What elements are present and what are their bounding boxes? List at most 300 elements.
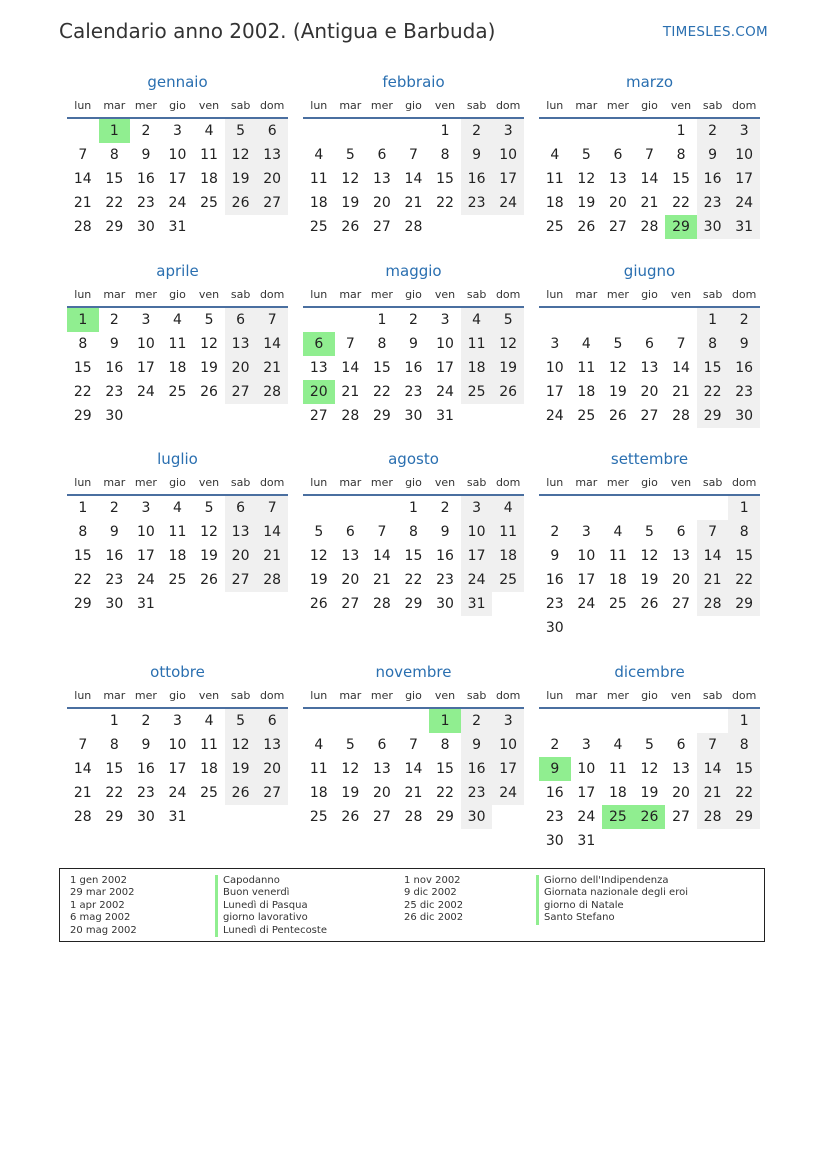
month-name: novembre — [375, 663, 452, 681]
day-cell: 21 — [372, 572, 391, 588]
legend-date: 1 gen 2002 — [70, 875, 128, 886]
weekday-label: mar — [575, 99, 598, 112]
day-cell: 21 — [404, 785, 423, 801]
day-cell: 6 — [256, 709, 288, 733]
day-cell: 20 — [256, 167, 288, 191]
day-cell: 1 — [728, 709, 760, 733]
page-title: Calendario anno 2002. (Antigua e Barbuda) — [59, 19, 496, 43]
weekday-label: sab — [230, 689, 251, 702]
day-cell: 23 — [136, 785, 155, 801]
day-cell: 9 — [728, 332, 760, 356]
weekday-label: mar — [575, 476, 598, 489]
week-row — [539, 829, 760, 853]
empty-day-cell — [539, 308, 571, 332]
day-cell: 5 — [204, 312, 214, 328]
day-cell: 10 — [136, 336, 155, 352]
weekday-label: mar — [339, 288, 362, 301]
day-cell: 30 — [136, 219, 155, 235]
day-cell: 11 — [309, 171, 328, 187]
week-row — [303, 356, 524, 380]
day-cell: 2 — [141, 713, 151, 729]
empty-day-cell — [303, 119, 335, 143]
day-cell: 16 — [728, 356, 760, 380]
day-cell: 1 — [377, 312, 387, 328]
weekday-label: gio — [405, 689, 422, 702]
day-cell: 24 — [492, 191, 524, 215]
day-cell: 13 — [640, 360, 659, 376]
weekday-label: ven — [434, 288, 456, 301]
legend-date: 25 dic 2002 — [404, 899, 464, 911]
day-cell: 26 — [225, 781, 257, 805]
day-grid — [67, 308, 288, 428]
week-row — [539, 380, 760, 404]
weekday-label: mar — [103, 99, 126, 112]
empty-day-cell — [366, 496, 398, 520]
week-row — [67, 520, 288, 544]
month-settembre — [539, 448, 760, 640]
day-cell: 1 — [67, 308, 99, 332]
day-cell: 30 — [136, 809, 155, 825]
week-row — [303, 757, 524, 781]
weekday-label: sab — [230, 99, 251, 112]
weekday-label: lun — [310, 99, 328, 112]
day-cell: 13 — [341, 548, 360, 564]
day-cell: 13 — [672, 548, 690, 564]
week-row — [303, 496, 524, 520]
day-cell: 31 — [728, 215, 760, 239]
day-cell: 5 — [314, 524, 324, 540]
weekday-label: mar — [103, 476, 126, 489]
weekday-label: lun — [310, 288, 328, 301]
empty-day-cell — [492, 592, 524, 616]
day-cell: 27 — [225, 568, 257, 592]
day-cell: 3 — [492, 119, 524, 143]
day-cell: 6 — [676, 524, 686, 540]
day-cell: 18 — [200, 171, 218, 187]
day-cell: 23 — [545, 809, 564, 825]
legend-holiday-name: giorno di Natale — [536, 900, 688, 912]
week-row — [303, 119, 524, 143]
day-grid — [303, 496, 524, 616]
empty-day-cell — [697, 709, 729, 733]
day-cell: 9 — [109, 524, 119, 540]
day-cell: 9 — [550, 548, 560, 564]
day-cell: 9 — [697, 143, 729, 167]
day-cell: 2 — [550, 737, 560, 753]
empty-day-cell — [697, 616, 729, 640]
week-row — [67, 167, 288, 191]
weekday-label: gio — [169, 689, 186, 702]
week-row — [67, 805, 288, 829]
empty-day-cell — [602, 616, 634, 640]
day-cell: 8 — [109, 737, 119, 753]
weekday-header — [539, 472, 760, 496]
weekday-label: gio — [641, 288, 658, 301]
weekday-label: mer — [606, 689, 629, 702]
day-cell: 1 — [99, 119, 131, 143]
day-cell: 14 — [256, 332, 288, 356]
day-cell: 3 — [461, 496, 493, 520]
day-cell: 29 — [728, 805, 760, 829]
day-cell: 7 — [697, 520, 729, 544]
day-cell: 11 — [461, 332, 493, 356]
day-cell: 16 — [136, 761, 155, 777]
day-cell: 16 — [136, 171, 155, 187]
weekday-label: lun — [546, 689, 564, 702]
day-cell: 21 — [256, 544, 288, 568]
day-cell: 9 — [440, 524, 450, 540]
day-cell: 11 — [168, 336, 187, 352]
week-row — [67, 496, 288, 520]
day-cell: 23 — [436, 572, 454, 588]
day-cell: 2 — [550, 524, 560, 540]
day-cell: 3 — [728, 119, 760, 143]
weekday-label: lun — [546, 476, 564, 489]
day-cell: 7 — [409, 737, 418, 753]
empty-day-cell — [67, 709, 99, 733]
day-cell: 1 — [429, 709, 461, 733]
week-row — [539, 191, 760, 215]
day-cell: 11 — [200, 737, 218, 753]
empty-day-cell — [602, 829, 634, 853]
weekday-label: gio — [169, 99, 186, 112]
day-cell: 11 — [492, 520, 524, 544]
day-cell: 1 — [676, 123, 686, 139]
week-row — [67, 191, 288, 215]
day-cell: 13 — [256, 733, 288, 757]
week-row — [67, 380, 288, 404]
day-cell: 4 — [550, 147, 560, 163]
weekday-header — [67, 95, 288, 119]
day-cell: 24 — [136, 384, 155, 400]
day-cell: 26 — [200, 384, 218, 400]
weekday-label: dom — [495, 476, 521, 489]
day-cell: 17 — [461, 544, 493, 568]
week-row — [303, 404, 524, 428]
week-row — [67, 592, 288, 616]
day-cell: 27 — [608, 219, 627, 235]
empty-day-cell — [665, 616, 697, 640]
day-cell: 28 — [697, 592, 729, 616]
day-cell: 18 — [492, 544, 524, 568]
day-cell: 23 — [697, 191, 729, 215]
weekday-label: ven — [198, 99, 220, 112]
empty-day-cell — [303, 308, 335, 332]
day-cell: 11 — [608, 761, 627, 777]
week-row — [539, 496, 760, 520]
day-cell: 7 — [676, 336, 686, 352]
day-cell: 6 — [225, 308, 257, 332]
week-row — [303, 805, 524, 829]
day-cell: 13 — [608, 171, 627, 187]
weekday-label: gio — [405, 288, 422, 301]
week-row — [303, 191, 524, 215]
day-cell: 26 — [341, 219, 360, 235]
weekday-label: mar — [339, 99, 362, 112]
day-cell: 9 — [109, 336, 119, 352]
weekday-header — [303, 95, 524, 119]
day-cell: 12 — [225, 143, 257, 167]
day-cell: 25 — [309, 219, 328, 235]
empty-day-cell — [571, 709, 603, 733]
weekday-label: mer — [370, 288, 393, 301]
month-name: dicembre — [614, 663, 685, 681]
day-cell: 5 — [645, 737, 654, 753]
day-cell: 10 — [728, 143, 760, 167]
empty-day-cell — [398, 709, 430, 733]
legend-date: 1 apr 2002 — [70, 899, 125, 911]
legend-date: 9 dic 2002 — [404, 887, 457, 899]
month-name: luglio — [157, 450, 198, 468]
empty-day-cell — [335, 496, 367, 520]
weekday-label: mer — [606, 99, 629, 112]
day-cell: 12 — [577, 171, 596, 187]
day-cell: 18 — [608, 572, 627, 588]
week-row — [303, 733, 524, 757]
day-cell: 14 — [404, 171, 423, 187]
day-cell: 22 — [404, 572, 423, 588]
empty-day-cell — [492, 404, 524, 428]
day-cell: 4 — [314, 737, 324, 753]
week-row — [303, 592, 524, 616]
day-cell: 7 — [645, 147, 654, 163]
day-cell: 14 — [640, 171, 659, 187]
day-cell: 28 — [404, 809, 423, 825]
day-cell: 6 — [256, 119, 288, 143]
day-cell: 22 — [73, 384, 92, 400]
weekday-label: lun — [546, 99, 564, 112]
week-row — [539, 733, 760, 757]
day-cell: 23 — [136, 195, 155, 211]
weekday-label: sab — [466, 476, 487, 489]
legend-date: 6 mag 2002 — [70, 912, 131, 924]
day-cell: 15 — [436, 171, 454, 187]
day-cell: 5 — [492, 308, 524, 332]
day-cell: 31 — [168, 219, 187, 235]
day-cell: 10 — [545, 360, 564, 376]
day-cell: 10 — [168, 737, 187, 753]
day-cell: 26 — [225, 191, 257, 215]
empty-day-cell — [697, 496, 729, 520]
week-row — [539, 592, 760, 616]
day-cell: 24 — [168, 195, 187, 211]
weekday-label: ven — [670, 288, 692, 301]
day-cell: 8 — [78, 336, 88, 352]
month-name: ottobre — [150, 663, 205, 681]
day-cell: 17 — [728, 167, 760, 191]
day-cell: 19 — [225, 167, 257, 191]
day-cell: 24 — [436, 384, 454, 400]
day-cell: 18 — [200, 761, 218, 777]
day-cell: 9 — [461, 733, 493, 757]
legend-date: 1 nov 2002 — [404, 875, 461, 886]
day-cell: 19 — [200, 548, 218, 564]
day-cell: 25 — [602, 805, 634, 829]
weekday-label: dom — [731, 288, 757, 301]
month-dicembre — [539, 661, 760, 853]
day-cell: 30 — [728, 404, 760, 428]
day-cell: 20 — [341, 572, 360, 588]
weekday-label: sab — [466, 99, 487, 112]
day-cell: 25 — [200, 195, 218, 211]
legend-holiday-name: Capodanno — [215, 875, 327, 887]
day-cell: 15 — [672, 171, 690, 187]
weekday-label: gio — [169, 288, 186, 301]
day-cell: 3 — [141, 500, 151, 516]
weekday-header — [303, 472, 524, 496]
empty-day-cell — [634, 709, 666, 733]
empty-day-cell — [539, 496, 571, 520]
day-cell: 27 — [309, 408, 328, 424]
day-cell: 24 — [461, 568, 493, 592]
brand-link[interactable]: TIMESLES.COM — [662, 24, 768, 40]
day-cell: 29 — [728, 592, 760, 616]
month-maggio — [303, 260, 524, 428]
day-cell: 8 — [377, 336, 387, 352]
day-cell: 14 — [73, 761, 92, 777]
day-cell: 27 — [672, 809, 690, 825]
empty-day-cell — [571, 119, 603, 143]
day-cell: 21 — [640, 195, 659, 211]
day-cell: 19 — [640, 785, 659, 801]
empty-day-cell — [335, 709, 367, 733]
day-cell: 2 — [461, 709, 493, 733]
weekday-label: mer — [370, 689, 393, 702]
week-row — [539, 616, 760, 640]
week-row — [303, 143, 524, 167]
empty-day-cell — [492, 805, 524, 829]
day-cell: 7 — [409, 147, 418, 163]
empty-day-cell — [130, 404, 162, 428]
legend-names-col-1 — [215, 875, 327, 937]
weekday-label: dom — [495, 99, 521, 112]
day-cell: 23 — [545, 596, 564, 612]
legend-dates-col-1 — [70, 875, 137, 937]
day-cell: 15 — [105, 761, 124, 777]
weekday-label: ven — [198, 476, 220, 489]
weekday-header — [303, 284, 524, 308]
week-row — [67, 709, 288, 733]
month-name: febbraio — [382, 73, 445, 91]
weekday-label: sab — [702, 476, 723, 489]
day-cell: 2 — [728, 308, 760, 332]
week-row — [303, 380, 524, 404]
day-cell: 29 — [105, 809, 124, 825]
day-cell: 13 — [225, 520, 257, 544]
empty-day-cell — [728, 829, 760, 853]
weekday-label: mer — [134, 689, 157, 702]
day-cell: 19 — [200, 360, 218, 376]
week-row — [539, 404, 760, 428]
week-row — [539, 568, 760, 592]
day-cell: 29 — [73, 596, 92, 612]
day-cell: 5 — [581, 147, 591, 163]
day-cell: 4 — [204, 123, 214, 139]
day-cell: 26 — [634, 805, 666, 829]
day-cell: 24 — [577, 809, 596, 825]
day-cell: 19 — [577, 195, 596, 211]
day-cell: 8 — [440, 737, 450, 753]
day-cell: 20 — [608, 195, 627, 211]
day-cell: 9 — [141, 737, 151, 753]
day-cell: 2 — [461, 119, 493, 143]
day-cell: 20 — [256, 757, 288, 781]
day-cell: 10 — [492, 733, 524, 757]
day-cell: 22 — [697, 380, 729, 404]
day-cell: 2 — [141, 123, 151, 139]
day-cell: 13 — [309, 360, 328, 376]
day-cell: 26 — [200, 572, 218, 588]
day-cell: 8 — [728, 520, 760, 544]
day-cell: 30 — [436, 596, 454, 612]
week-row — [539, 356, 760, 380]
day-cell: 10 — [492, 143, 524, 167]
day-cell: 22 — [73, 572, 92, 588]
empty-day-cell — [256, 404, 288, 428]
day-cell: 5 — [204, 500, 214, 516]
empty-day-cell — [634, 616, 666, 640]
day-cell: 3 — [173, 123, 182, 139]
weekday-label: dom — [731, 476, 757, 489]
day-cell: 28 — [256, 568, 288, 592]
day-cell: 6 — [377, 737, 387, 753]
day-cell: 18 — [168, 360, 187, 376]
day-cell: 1 — [697, 308, 729, 332]
weekday-label: dom — [495, 689, 521, 702]
holiday-legend — [59, 868, 765, 942]
empty-day-cell — [602, 709, 634, 733]
day-cell: 19 — [341, 785, 360, 801]
weekday-header — [539, 284, 760, 308]
weekday-label: dom — [259, 288, 285, 301]
day-cell: 13 — [372, 171, 391, 187]
weekday-label: ven — [670, 476, 692, 489]
day-cell: 14 — [697, 757, 729, 781]
day-cell: 4 — [314, 147, 324, 163]
day-cell: 22 — [436, 785, 454, 801]
month-ottobre — [67, 661, 288, 829]
day-cell: 4 — [613, 737, 623, 753]
day-cell: 30 — [545, 833, 564, 849]
day-cell: 25 — [309, 809, 328, 825]
day-cell: 26 — [309, 596, 328, 612]
week-row — [303, 709, 524, 733]
day-cell: 17 — [492, 167, 524, 191]
day-cell: 23 — [105, 384, 124, 400]
day-cell: 22 — [436, 195, 454, 211]
day-cell: 16 — [105, 548, 124, 564]
day-cell: 27 — [256, 191, 288, 215]
day-cell: 21 — [73, 195, 92, 211]
day-cell: 18 — [168, 548, 187, 564]
month-agosto — [303, 448, 524, 616]
day-cell: 28 — [640, 219, 659, 235]
week-row — [67, 733, 288, 757]
day-cell: 5 — [225, 119, 257, 143]
empty-day-cell — [539, 119, 571, 143]
day-cell: 9 — [461, 143, 493, 167]
day-cell: 2 — [697, 119, 729, 143]
weekday-label: sab — [702, 689, 723, 702]
day-cell: 25 — [461, 380, 493, 404]
legend-holiday-name: Lunedì di Pentecoste — [215, 925, 327, 937]
weekday-label: lun — [74, 288, 92, 301]
day-cell: 18 — [545, 195, 564, 211]
day-cell: 23 — [461, 781, 493, 805]
empty-day-cell — [193, 404, 225, 428]
day-cell: 28 — [256, 380, 288, 404]
legend-dates-col-2 — [404, 875, 463, 925]
